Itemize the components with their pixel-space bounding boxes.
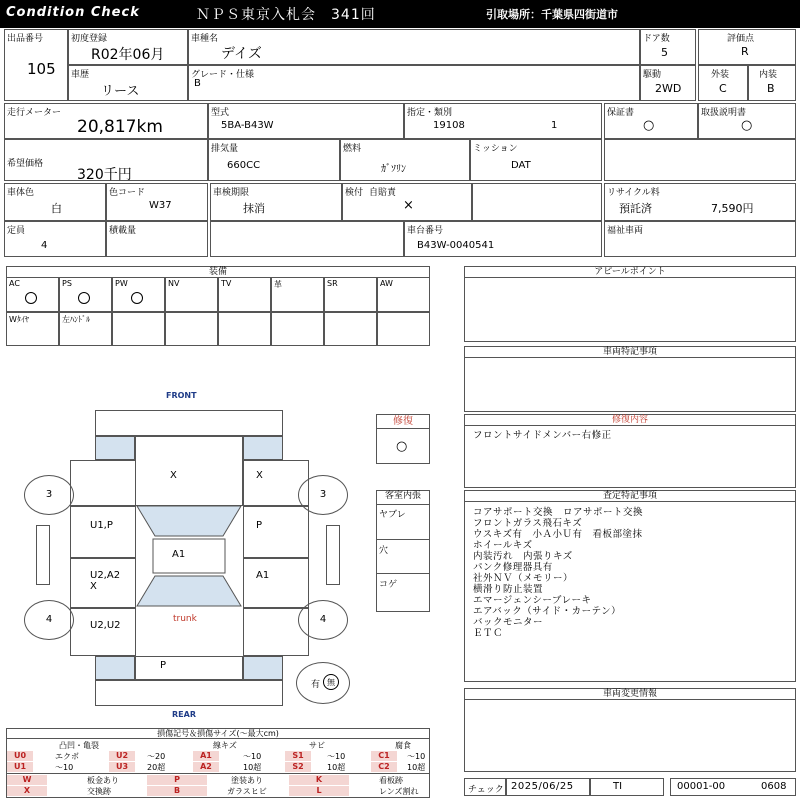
- rear-left-door: [70, 558, 136, 608]
- rear-gate-panel: [135, 656, 243, 680]
- equip-ac: AC: [6, 277, 59, 312]
- check-label-box: チェック: [464, 778, 506, 796]
- hood-panel: [135, 436, 243, 506]
- inspection-notes-section: 査定特記事項 コアサポート交換 ロアサポート交換 フロントガラス飛石キズ ウスキズ有 小Ａ小Ｕ有 看板部塗抹 ホイールキズ 内装汚れ 内張りキズ パンク修理器具有 社外ＮＶ（メモリー） 横滑り防止装置 エマージェンシーブレーキ エアバック（サイド・カーテン） バックモニター ＥＴＣ: [464, 490, 796, 682]
- equipment-title: 装備: [7, 267, 429, 278]
- equip-empty-2: [165, 312, 218, 346]
- rear-bumper-panel: [95, 680, 283, 706]
- fuel: ｶﾞｿﾘﾝ: [381, 164, 406, 175]
- manual: ○: [741, 118, 753, 133]
- check-date-box: [506, 778, 590, 796]
- fuel-cell: 燃料 ｶﾞｿﾘﾝ: [340, 139, 470, 181]
- chassis-number: B43W-0040541: [417, 240, 495, 251]
- interior-cell: 内装 B: [748, 65, 796, 101]
- lot-number: 105: [27, 60, 56, 78]
- mark-roof: A1: [172, 549, 186, 560]
- load-cell: 積載量: [106, 221, 208, 257]
- equip-left-handle: 左ﾊﾝﾄﾞﾙ: [59, 312, 112, 346]
- repair-detail-section: 修復内容 フロントサイドメンバー右修正: [464, 414, 796, 488]
- insurance: ×: [403, 198, 414, 213]
- type-cell: 型式 5BA-B43W: [208, 103, 404, 139]
- front-left-fender: [70, 460, 136, 506]
- change-info-section: 車両変更情報: [464, 688, 796, 772]
- header-bar: [0, 0, 800, 28]
- body-color: 白: [51, 202, 62, 215]
- repair-flag-box: 修復 ○: [376, 414, 430, 464]
- auction-name: ＮＰＳ東京入札会 341回: [196, 7, 376, 23]
- front-bumper-panel: [95, 410, 283, 436]
- code: 00001-00: [677, 781, 726, 792]
- right-mirror: [326, 525, 340, 585]
- front-label: FRONT: [166, 391, 197, 400]
- mark-hood-l: X: [170, 470, 177, 481]
- equip-empty-5: [324, 312, 377, 346]
- inspector-box: [590, 778, 664, 796]
- rear-left-light: [95, 656, 135, 680]
- rear-label: REAR: [172, 710, 196, 719]
- equip-tv: TV: [218, 277, 271, 312]
- rating-cell: 評価点 R: [698, 29, 796, 65]
- model-name: デイズ: [221, 46, 262, 62]
- roof-area: [135, 506, 243, 656]
- lot-label: 出品番号: [7, 34, 44, 44]
- left-mirror: [36, 525, 50, 585]
- designation-cell: 指定・類別 19108 1: [404, 103, 602, 139]
- equip-w-tire: Wﾀｲﾔ: [6, 312, 59, 346]
- equip-nv: NV: [165, 277, 218, 312]
- circle-mark-icon: [25, 292, 37, 304]
- blank-cell: [604, 139, 796, 181]
- mileage: 20,817km: [77, 117, 163, 137]
- warranty-cell: 保証書 ○: [604, 103, 698, 139]
- grade: B: [194, 78, 201, 89]
- welfare-cell: 福祉車両: [604, 221, 796, 257]
- model-name-cell: 車種名 デイズ: [188, 29, 640, 65]
- repair-detail-text: フロントサイドメンバー右修正: [473, 430, 612, 441]
- inspector: TI: [613, 781, 623, 792]
- capacity-cell: 定員 4: [4, 221, 106, 257]
- designation-number: 19108: [433, 120, 465, 131]
- history-cell: 車歴 リース: [68, 65, 188, 101]
- desired-price-cell: 希望価格 320千円: [4, 139, 208, 181]
- equip-empty-1: [112, 312, 165, 346]
- tire-rear-right: 4: [298, 600, 348, 640]
- recycle-cell: リサイクル料 預託済 7,590円: [604, 183, 796, 221]
- color-code-cell: 色コード W37: [106, 183, 208, 221]
- drive: 2WD: [655, 82, 682, 95]
- check-date: 2025/06/25: [511, 781, 574, 792]
- exterior: C: [719, 82, 727, 95]
- type-code: 5BA-B43W: [221, 120, 274, 131]
- equip-leather: 革: [271, 277, 324, 312]
- doors-cell: ドア数 5: [640, 29, 696, 65]
- spare-tire-oval: 有 無: [296, 662, 350, 704]
- color-code: W37: [149, 200, 172, 211]
- code-number: 0608: [761, 781, 787, 792]
- repair-flag: ○: [396, 439, 408, 454]
- tire-front-left: 3: [24, 475, 74, 515]
- body-color-cell: 車体色 白: [4, 183, 106, 221]
- rear-right-door: [243, 558, 309, 608]
- tire-rear-left: 4: [24, 600, 74, 640]
- spare-none-mark: 無: [323, 674, 339, 690]
- equip-sr: SR: [324, 277, 377, 312]
- front-left-door: [70, 506, 136, 558]
- displacement: 660CC: [227, 160, 261, 171]
- rating: R: [741, 45, 749, 58]
- windshield-graphic: [135, 506, 243, 656]
- damage-legend: 損傷記号＆損傷サイズ(～最大cm) 凸凹・亀裂 線キズ サビ 腐食 U0 エクボ U2 ～20 A1 ～10 S1 ～10 C1 ～10 U1 ～10 U3 20超 A2 10超 S2 10超 C2 10超 W 板金あり P 塗装あり K 看板跡 X 交換跡 B ガラスヒビ L レンズ割れ: [6, 728, 430, 798]
- front-right-light: [243, 436, 283, 460]
- warranty: ○: [643, 118, 655, 133]
- recycle-fee: 7,590円: [711, 202, 754, 215]
- appeal-section: アピールポイント: [464, 266, 796, 342]
- code-box: [670, 778, 796, 796]
- rear-left-quarter: [70, 608, 136, 656]
- recycle-status: 預託済: [619, 202, 652, 215]
- equip-ps: PS: [59, 277, 112, 312]
- equip-pw: PW: [112, 277, 165, 312]
- inspection-expiry: 抹消: [243, 202, 265, 215]
- doors: 5: [661, 46, 668, 59]
- front-right-door: [243, 506, 309, 558]
- lot-number-cell: [4, 29, 68, 101]
- special-notes-section: 車両特記事項: [464, 346, 796, 412]
- mark-hood-r: X: [256, 470, 263, 481]
- equip-aw: AW: [377, 277, 430, 312]
- tire-front-right: 3: [298, 475, 348, 515]
- blank-cell-2: [472, 183, 602, 221]
- manual-cell: 取扱説明書 ○: [698, 103, 796, 139]
- trunk-label: trunk: [173, 614, 197, 624]
- rear-right-light: [243, 656, 283, 680]
- equip-empty-4: [271, 312, 324, 346]
- blank-cell-3: [210, 221, 404, 257]
- drive-cell: 駆動 2WD: [640, 65, 696, 101]
- equip-empty-3: [218, 312, 271, 346]
- inspection-cell: 車検期限 抹消: [210, 183, 342, 221]
- capacity: 4: [41, 240, 48, 251]
- interior: B: [767, 82, 775, 95]
- front-left-light: [95, 436, 135, 460]
- displacement-cell: 排気量 660CC: [208, 139, 340, 181]
- circle-mark-icon: [78, 292, 90, 304]
- cabin-section: 客室内張 ヤブレ 穴 コゲ: [376, 490, 430, 612]
- equip-empty-6: [377, 312, 430, 346]
- circle-mark-icon: [131, 292, 143, 304]
- insurance-cell: 検付 自賠責 ×: [342, 183, 472, 221]
- desired-price: 320千円: [77, 167, 132, 183]
- mission: DAT: [511, 160, 531, 171]
- mileage-cell: 走行メーター 20,817km: [4, 103, 208, 139]
- history: リース: [101, 84, 140, 99]
- condition-check-title: Condition Check: [6, 5, 140, 20]
- first-registration-cell: 初度登録 R02年06月: [68, 29, 188, 65]
- exterior-cell: 外装 C: [698, 65, 748, 101]
- chassis-cell: 車台番号 B43W-0040541: [404, 221, 602, 257]
- classification-number: 1: [551, 120, 558, 131]
- mission-cell: ミッション DAT: [470, 139, 602, 181]
- first-registration: R02年06月: [91, 47, 165, 63]
- pickup-location: 引取場所：千葉県四街道市: [486, 8, 618, 21]
- grade-cell: グレード・仕様 B: [188, 65, 640, 101]
